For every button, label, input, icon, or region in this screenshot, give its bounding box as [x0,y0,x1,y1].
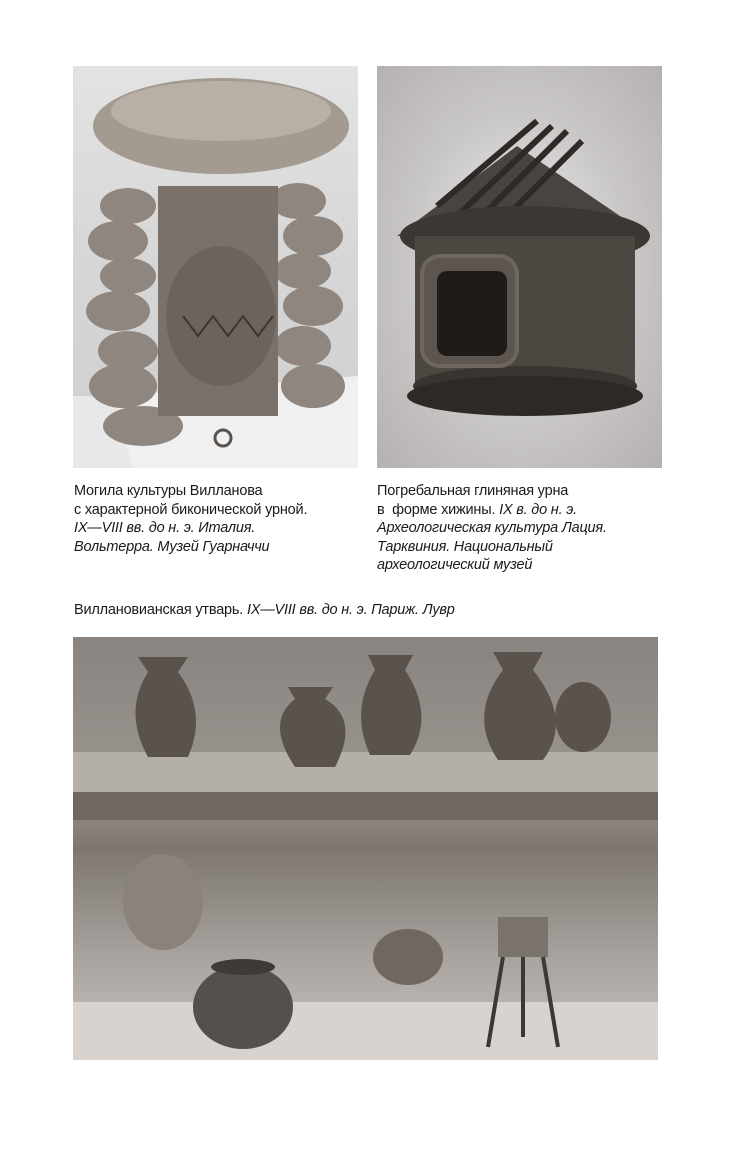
caption-italic: IX—VIII вв. до н. э. Париж. Лувр [246,602,455,618]
tomb-illustration [73,66,358,468]
caption-italic: археологический музей [377,557,533,573]
caption-italic: IX—VIII вв. до н. э. Италия. [74,520,256,536]
caption-line [377,538,677,557]
caption-line: Могила культуры Вилланова [74,483,263,499]
caption-line: с характерной биконической урной. [74,501,308,518]
caption-line [74,538,364,557]
vessels-illustration [73,637,658,1060]
caption-line [377,556,677,575]
caption-villanovan-vessels [74,601,674,620]
caption-italic: Вольтерра. Музей Гуарначчи [74,538,270,555]
caption-italic: Тарквиния. Национальный [377,538,553,555]
caption-italic: IX в. до н. э. [499,501,577,518]
caption-line [74,519,364,538]
villanovan-vessels-photo [73,637,658,1060]
villanova-tomb-photo [73,66,358,468]
caption-line [377,519,677,538]
hut-urn-photo [377,66,662,468]
caption-line [377,501,677,520]
hut-urn-illustration [377,66,662,468]
caption-line: Погребальная глиняная урна [377,483,569,499]
caption-plain: Виллановианская утварь. [74,602,247,618]
caption-hut-urn [377,482,677,575]
caption-villanova-tomb [74,482,364,556]
caption-plain: в форме хижины. [377,501,500,518]
caption-italic: Археологическая культура Лация. [377,520,607,536]
